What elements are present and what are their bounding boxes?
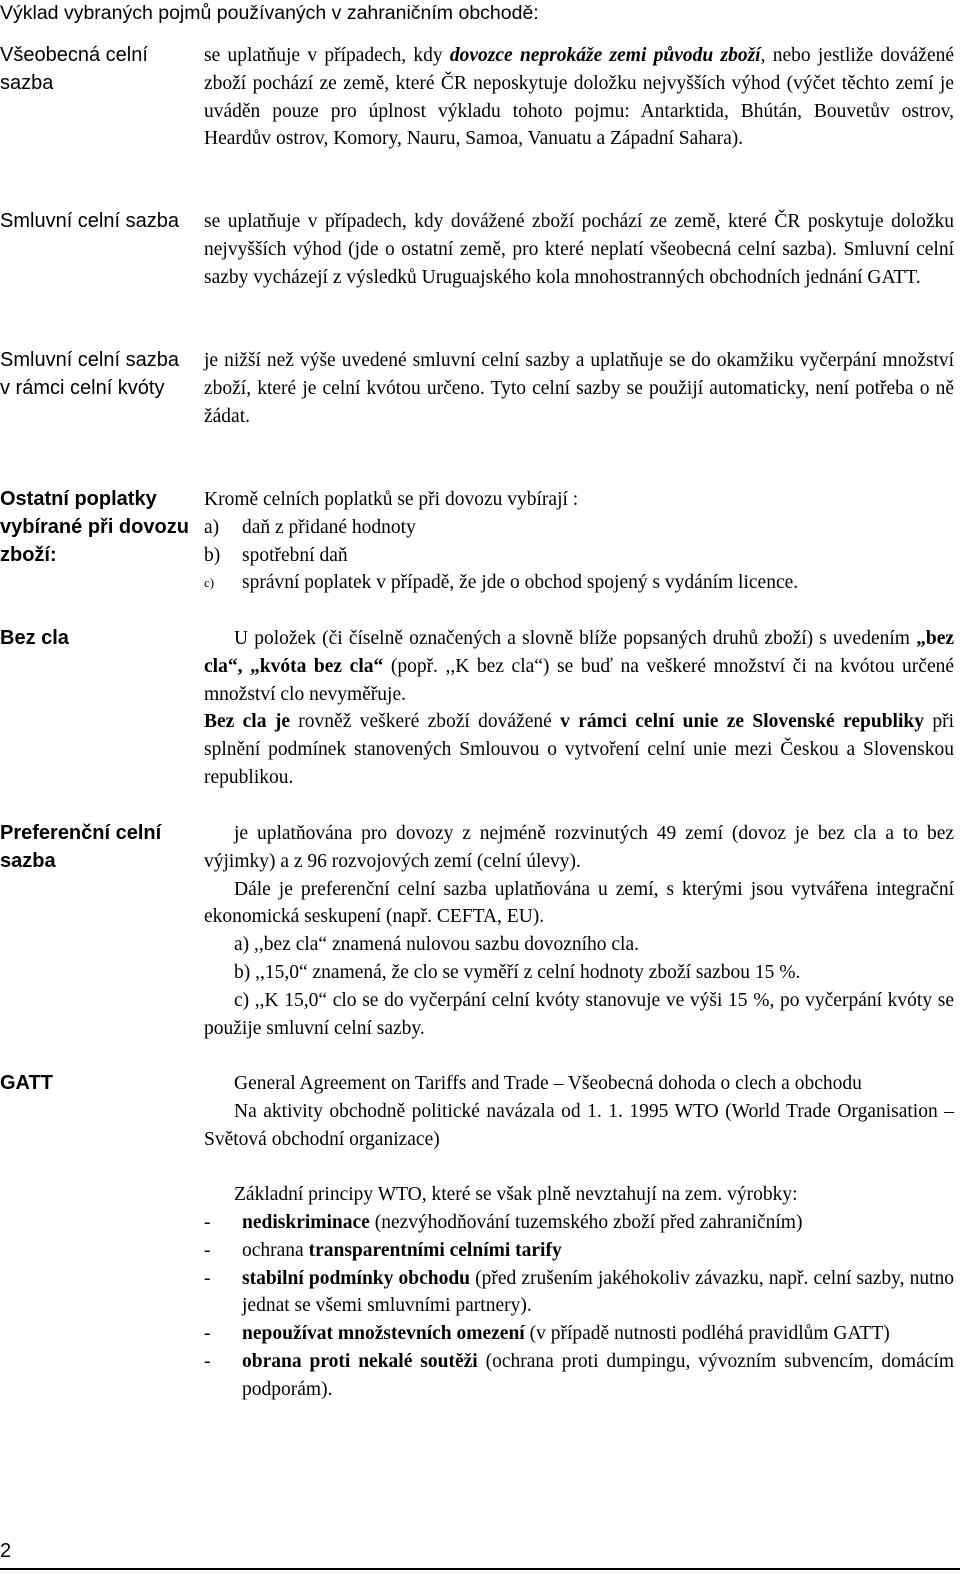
term-description [204,208,954,291]
text-run: rovněž veškeré zboží dovážené [289,711,561,733]
emphasis-text: „bez cla“, „kvóta bez cla“ [204,628,954,677]
page-number: 2 [0,1540,12,1562]
emphasis-text: dovozce neprokáže zemi původu zboží [449,45,761,66]
paragraph: je uplatňována pro dovozy z nejméně rozvinutých 49 zemí (dovoz je bez cla a to bez výjimky) a z 96 rozvojových zemí (celní úlevy). [204,823,954,872]
emphasis-text: v rámci celní unie ze Slovenské republiky [560,711,924,733]
text-run: při splnění podmínek stanovených Smlouvou o vytvoření celní unie mezi Českou a Slovenskou republikou. [204,711,954,788]
term-label: GATT [0,1072,53,1094]
text-run: se uplatňuje v případech, kdy [204,45,450,66]
list-item [204,1237,954,1265]
term-description [204,347,954,430]
paragraph: General Agreement on Tariffs and Trade – Všeobecná dohoda o clech a obchodu [234,1073,862,1094]
term-description [204,1070,954,1404]
list-item [204,1320,954,1348]
list-marker: - [204,1239,211,1261]
list-marker: - [204,1267,211,1289]
text-run: U položek (či číselně označených a slovně blíže popsaných druhů zboží) s uvedením [234,628,917,649]
term-label: Bez cla [0,627,69,649]
text-run: (v případě nutnosti podléhá pravidlům GATT) [524,1323,890,1345]
list-item [204,1265,954,1321]
emphasis-text: obrana proti nekalé soutěži [242,1350,478,1372]
paragraph: je nižší než výše uvedené smluvní celní sazby a uplatňuje se do okamžiku vyčerpání množství zboží, které je celní kvótou určeno. Tyto celní sazby se použijí automaticky, není potřeba o ně žádat. [204,350,954,427]
term-description [204,486,954,597]
list-text: daň z přidané hodnoty [242,516,416,538]
footer-rule [0,1568,960,1570]
term-description [204,820,954,1042]
paragraph: c) ,,K 15,0“ clo se do vyčerpání celní kvóty stanovuje ve výši 15 %, po vyčerpání kvóty se použije smluvní celní sazby. [204,989,954,1039]
page-title: Výklad vybraných pojmů používaných v zahraničním obchodě: [0,2,539,24]
paragraph: Dále je preferenční celní sazba uplatňována u zemí, s kterými jsou vytvářena integrační ekonomická seskupení (např. CEFTA, EU). [204,878,954,928]
paragraph: Na aktivity obchodně politické navázala od 1. 1. 1995 WTO (World Trade Organisation – Světová obchodní organizace) [204,1100,954,1150]
paragraph: a) ,,bez cla“ znamená nulovou sazbu dovozního cla. [234,934,639,956]
paragraph: Kromě celních poplatků se při dovozu vybírají : [204,489,579,510]
emphasis-text: stabilní podmínky obchodu [242,1267,471,1289]
list-item [204,569,954,597]
text-run: ochrana [242,1239,309,1261]
text-run: (popř. ,,K bez cla“) se buď na veškeré množství či na kvótou určené množství clo nevyměřuje. [204,655,954,705]
list-marker: - [204,1350,211,1372]
list-text: správní poplatek v případě, že jde o obchod spojený s vydáním licence. [242,572,799,594]
emphasis-text: nepoužívat množstevních omezení [242,1323,525,1345]
emphasis-text: nediskriminace [242,1211,370,1233]
paragraph: Základní principy WTO, které se však plně nevztahují na zem. výrobky: [234,1184,798,1206]
term-description [204,625,954,792]
list-text: spotřební daň [242,544,348,566]
term-label: Všeobecná celní sazba [0,44,148,94]
list-marker: - [204,1323,211,1345]
text-run: (ochrana proti dumpingu, vývozním subvencím, domácím podporám). [242,1350,954,1400]
term-label: Preferenční celní sazba [0,822,162,872]
list-marker: - [204,1211,211,1233]
paragraph: se uplatňuje v případech, kdy dovážené zboží pochází ze země, které ČR poskytuje doložku nejvyšších výhod (jde o ostatní země, pro které neplatí všeobecná celní sazba). Smluvní celní sazby vycházejí z výsledků Uruguajského kola mnohostranných obchodních jednání GATT. [204,211,954,288]
list-item [204,514,954,542]
emphasis-text: Bez cla je [204,711,290,733]
text-run: (před zrušením jakéhokoliv závazku, např. celní sazby, nutno jednat se všemi smluvními partnery). [242,1267,954,1317]
emphasis-text: transparentními celními tarify [308,1239,562,1261]
text-run: (nezvýhodňování tuzemského zboží před zahraničním) [369,1211,803,1233]
list-item [204,1348,954,1404]
paragraph: b) ,,15,0“ znamená, že clo se vyměří z celní hodnoty zboží sazbou 15 %. [234,961,801,983]
term-label: Smluvní celní sazba v rámci celní kvóty [0,349,179,399]
term-label: Ostatní poplatky vybírané při dovozu zboží: [0,488,189,566]
list-item [204,542,954,570]
term-description [204,42,954,153]
list-marker: a) [204,516,220,538]
list-marker: b) [204,544,221,566]
term-label: Smluvní celní sazba [0,210,179,232]
list-marker: c) [204,575,215,591]
text-run: , nebo jestliže dovážené zboží pochází ze země, které ČR neposkytuje doložku nejvyšších výhod (výčet těchto zemí je uváděn pouze pro úplnost výkladu tohoto pojmu: Antarktida, Bhútán, Bouvetův ostrov, Heardův ostrov, Komory, Nauru, Samoa, Vanuatu a Západní Sahara). [204,45,955,150]
list-item [204,1209,954,1237]
